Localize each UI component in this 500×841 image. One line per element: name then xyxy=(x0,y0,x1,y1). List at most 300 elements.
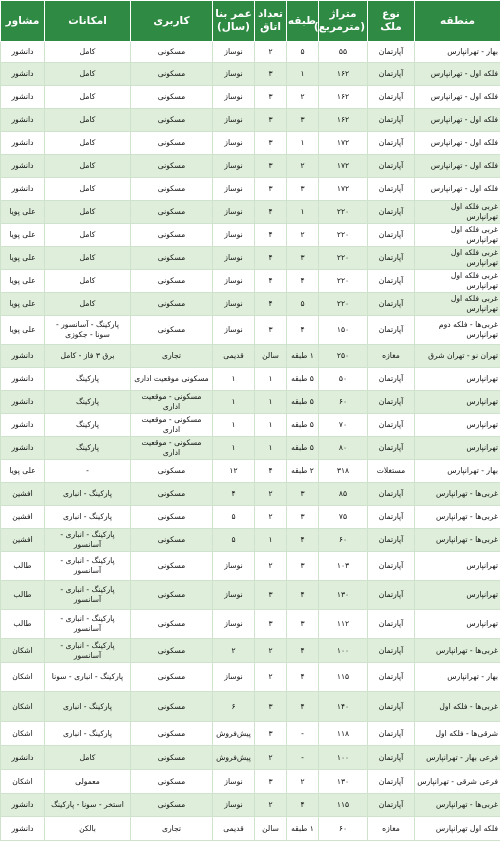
cell-area: ۶۰ xyxy=(319,817,368,841)
cell-agent: اشکان xyxy=(1,722,45,746)
cell-facilities: پارکینگ - انباری xyxy=(45,506,131,529)
cell-age: ۱ xyxy=(213,437,255,460)
cell-floor: ۵ xyxy=(287,42,319,63)
cell-area: ۱۶۲ xyxy=(319,109,368,132)
cell-rooms: ۱ xyxy=(255,529,287,552)
cell-floor: ۳ xyxy=(287,247,319,270)
cell-usage: مسکونی xyxy=(131,155,213,178)
header-floor: طبقه xyxy=(287,1,319,42)
cell-type: آپارتمان xyxy=(368,86,415,109)
cell-type: آپارتمان xyxy=(368,722,415,746)
cell-area: ۱۷۲ xyxy=(319,155,368,178)
cell-floor: ۴ xyxy=(287,794,319,817)
cell-region: فلکه اول - تهرانپارس xyxy=(415,63,500,86)
cell-region: تهرانپارس xyxy=(415,437,500,460)
cell-floor: ۴ xyxy=(287,663,319,692)
cell-area: ۵۵ xyxy=(319,42,368,63)
cell-usage: مسکونی xyxy=(131,293,213,316)
table-row xyxy=(1,663,500,692)
table-row xyxy=(1,581,500,610)
cell-facilities: معمولی xyxy=(45,770,131,794)
cell-region: فلکه اول - تهرانپارس xyxy=(415,132,500,155)
cell-agent: اشکان xyxy=(1,639,45,663)
cell-region: غربی فلکه اول تهرانپارس xyxy=(415,247,500,270)
cell-region: فلکه اول - تهرانپارس xyxy=(415,178,500,201)
table-row xyxy=(1,722,500,746)
cell-facilities: کامل xyxy=(45,746,131,770)
table-row xyxy=(1,817,500,841)
cell-facilities: پارکینگ xyxy=(45,437,131,460)
cell-rooms: ۳ xyxy=(255,86,287,109)
cell-facilities: پارکینگ xyxy=(45,414,131,437)
cell-type: آپارتمان xyxy=(368,368,415,391)
cell-usage: مسکونی xyxy=(131,483,213,506)
cell-type: آپارتمان xyxy=(368,270,415,293)
cell-floor: ۱ xyxy=(287,201,319,224)
cell-rooms: ۳ xyxy=(255,610,287,639)
cell-type: آپارتمان xyxy=(368,746,415,770)
cell-age: نوساز xyxy=(213,86,255,109)
table-row xyxy=(1,460,500,483)
cell-region: تهرانپارس xyxy=(415,391,500,414)
cell-age: ۵ xyxy=(213,506,255,529)
cell-facilities: کامل xyxy=(45,132,131,155)
table-row xyxy=(1,224,500,247)
cell-rooms: ۳ xyxy=(255,155,287,178)
cell-type: آپارتمان xyxy=(368,437,415,460)
cell-usage: مسکونی xyxy=(131,42,213,63)
cell-facilities: پارکینگ - انباری - آسانسور xyxy=(45,552,131,581)
cell-usage: مسکونی xyxy=(131,460,213,483)
cell-floor: ۳ xyxy=(287,552,319,581)
cell-type: آپارتمان xyxy=(368,483,415,506)
cell-age: نوساز xyxy=(213,770,255,794)
cell-age: نوساز xyxy=(213,293,255,316)
table-row xyxy=(1,506,500,529)
cell-age: نوساز xyxy=(213,270,255,293)
cell-region: فلکه اول - تهرانپارس xyxy=(415,86,500,109)
cell-agent: علی پویا xyxy=(1,201,45,224)
cell-type: مستغلات xyxy=(368,460,415,483)
cell-region: غربی فلکه اول تهرانپارس xyxy=(415,293,500,316)
cell-usage: مسکونی xyxy=(131,224,213,247)
cell-type: آپارتمان xyxy=(368,155,415,178)
cell-type: آپارتمان xyxy=(368,132,415,155)
cell-rooms: ۲ xyxy=(255,663,287,692)
cell-rooms: ۲ xyxy=(255,552,287,581)
cell-agent: طالب xyxy=(1,610,45,639)
cell-rooms: ۳ xyxy=(255,770,287,794)
cell-type: آپارتمان xyxy=(368,293,415,316)
cell-floor: ۵ xyxy=(287,293,319,316)
cell-type: آپارتمان xyxy=(368,42,415,63)
cell-facilities: پارکینگ - انباری - آسانسور xyxy=(45,610,131,639)
cell-usage: مسکونی xyxy=(131,581,213,610)
cell-rooms: سالن xyxy=(255,345,287,368)
cell-usage: مسکونی xyxy=(131,610,213,639)
cell-rooms: ۲ xyxy=(255,42,287,63)
cell-region: غربی‌ها - تهرانپارس xyxy=(415,483,500,506)
cell-age: نوساز xyxy=(213,552,255,581)
cell-region: تهران نو - تهران شرق xyxy=(415,345,500,368)
cell-area: ۱۰۳ xyxy=(319,552,368,581)
cell-agent: اشکان xyxy=(1,770,45,794)
cell-agent: دانشور xyxy=(1,414,45,437)
cell-usage: مسکونی xyxy=(131,794,213,817)
cell-agent: دانشور xyxy=(1,368,45,391)
cell-age: ۱۲ xyxy=(213,460,255,483)
cell-rooms: ۳ xyxy=(255,581,287,610)
cell-floor: ۲ xyxy=(287,155,319,178)
cell-age: نوساز xyxy=(213,581,255,610)
cell-floor: ۳ xyxy=(287,506,319,529)
cell-floor: ۵ طبقه xyxy=(287,391,319,414)
cell-agent: دانشور xyxy=(1,63,45,86)
cell-rooms: ۴ xyxy=(255,270,287,293)
cell-usage: مسکونی xyxy=(131,109,213,132)
cell-usage: مسکونی xyxy=(131,270,213,293)
cell-facilities: بالکن xyxy=(45,817,131,841)
cell-usage: مسکونی xyxy=(131,552,213,581)
cell-facilities: پارکینگ - انباری - آسانسور xyxy=(45,529,131,552)
cell-facilities: کامل xyxy=(45,201,131,224)
cell-facilities: - xyxy=(45,460,131,483)
cell-facilities: پارکینگ - انباری - آسانسور xyxy=(45,639,131,663)
cell-type: آپارتمان xyxy=(368,391,415,414)
cell-facilities: کامل xyxy=(45,86,131,109)
cell-floor: ۵ طبقه xyxy=(287,414,319,437)
cell-agent: دانشور xyxy=(1,178,45,201)
cell-agent: دانشور xyxy=(1,132,45,155)
cell-rooms: ۳ xyxy=(255,316,287,345)
cell-type: آپارتمان xyxy=(368,663,415,692)
cell-agent: علی پویا xyxy=(1,316,45,345)
cell-type: آپارتمان xyxy=(368,201,415,224)
cell-area: ۳۱۸ xyxy=(319,460,368,483)
cell-floor: ۱ xyxy=(287,132,319,155)
cell-region: غربی‌ها - تهرانپارس xyxy=(415,639,500,663)
cell-facilities: برق ۳ فاز - کامل xyxy=(45,345,131,368)
cell-age: نوساز xyxy=(213,132,255,155)
cell-agent: علی پویا xyxy=(1,247,45,270)
cell-region: تهرانپارس xyxy=(415,368,500,391)
cell-rooms: ۴ xyxy=(255,224,287,247)
cell-age: ۱ xyxy=(213,414,255,437)
cell-area: ۲۲۰ xyxy=(319,201,368,224)
table-row xyxy=(1,529,500,552)
cell-type: آپارتمان xyxy=(368,224,415,247)
cell-agent: اشکان xyxy=(1,692,45,722)
cell-facilities: کامل xyxy=(45,109,131,132)
cell-agent: علی پویا xyxy=(1,460,45,483)
cell-region: غربی فلکه اول تهرانپارس xyxy=(415,201,500,224)
cell-area: ۵۰ xyxy=(319,368,368,391)
cell-floor: ۱ xyxy=(287,63,319,86)
cell-facilities: پارکینگ xyxy=(45,391,131,414)
cell-region: فرعی شرقی - تهرانپارس xyxy=(415,770,500,794)
cell-usage: مسکونی xyxy=(131,770,213,794)
cell-rooms: ۲ xyxy=(255,639,287,663)
cell-usage: مسکونی xyxy=(131,692,213,722)
table-body xyxy=(1,42,500,841)
cell-type: آپارتمان xyxy=(368,109,415,132)
cell-usage: مسکونی xyxy=(131,201,213,224)
cell-age: نوساز xyxy=(213,663,255,692)
cell-age: قدیمی xyxy=(213,345,255,368)
cell-region: غربی‌ها - فلکه اول xyxy=(415,692,500,722)
cell-usage: مسکونی xyxy=(131,746,213,770)
cell-age: ۱ xyxy=(213,368,255,391)
cell-area: ۱۳۰ xyxy=(319,770,368,794)
table-row xyxy=(1,552,500,581)
cell-age: نوساز xyxy=(213,42,255,63)
cell-age: نوساز xyxy=(213,201,255,224)
cell-rooms: ۴ xyxy=(255,293,287,316)
cell-agent: دانشور xyxy=(1,109,45,132)
cell-type: آپارتمان xyxy=(368,178,415,201)
table-row xyxy=(1,692,500,722)
cell-rooms: ۳ xyxy=(255,63,287,86)
cell-region: فلکه اول تهرانپارس xyxy=(415,817,500,841)
cell-floor: ۴ xyxy=(287,581,319,610)
cell-rooms: ۱ xyxy=(255,437,287,460)
cell-usage: مسکونی - موقعیت اداری xyxy=(131,414,213,437)
table-row xyxy=(1,368,500,391)
cell-type: آپارتمان xyxy=(368,63,415,86)
cell-agent: دانشور xyxy=(1,794,45,817)
header-age: عمر بنا (سال) xyxy=(213,1,255,42)
cell-region: تهرانپارس xyxy=(415,581,500,610)
cell-age: نوساز xyxy=(213,155,255,178)
table-row xyxy=(1,639,500,663)
cell-age: ۶ xyxy=(213,692,255,722)
cell-rooms: ۲ xyxy=(255,794,287,817)
cell-facilities: پارکینگ - انباری - آسانسور xyxy=(45,581,131,610)
cell-age: نوساز xyxy=(213,178,255,201)
cell-area: ۱۱۵ xyxy=(319,663,368,692)
cell-area: ۱۵۰ xyxy=(319,316,368,345)
cell-region: غربی‌ها - تهرانپارس xyxy=(415,506,500,529)
table-row xyxy=(1,483,500,506)
cell-facilities: کامل xyxy=(45,42,131,63)
cell-region: غربی فلکه اول تهرانپارس xyxy=(415,270,500,293)
cell-floor: ۲ طبقه xyxy=(287,460,319,483)
cell-age: نوساز xyxy=(213,316,255,345)
cell-type: آپارتمان xyxy=(368,692,415,722)
cell-usage: مسکونی xyxy=(131,722,213,746)
cell-floor: - xyxy=(287,722,319,746)
cell-age: نوساز xyxy=(213,63,255,86)
cell-usage: تجاری xyxy=(131,345,213,368)
cell-age: ۲ xyxy=(213,639,255,663)
cell-usage: مسکونی xyxy=(131,316,213,345)
cell-floor: - xyxy=(287,746,319,770)
cell-area: ۲۲۰ xyxy=(319,224,368,247)
cell-region: بهار - تهرانپارس xyxy=(415,42,500,63)
table-row xyxy=(1,63,500,86)
cell-agent: دانشور xyxy=(1,345,45,368)
table-row xyxy=(1,610,500,639)
cell-floor: ۴ xyxy=(287,639,319,663)
cell-facilities: کامل xyxy=(45,178,131,201)
cell-agent: دانشور xyxy=(1,155,45,178)
cell-floor: ۳ xyxy=(287,483,319,506)
cell-region: بهار - تهرانپارس xyxy=(415,460,500,483)
cell-facilities: پارکینگ xyxy=(45,368,131,391)
cell-area: ۷۰ xyxy=(319,414,368,437)
cell-usage: مسکونی xyxy=(131,529,213,552)
cell-usage: مسکونی xyxy=(131,663,213,692)
cell-type: مغازه xyxy=(368,345,415,368)
cell-age: پیش‌فروش xyxy=(213,746,255,770)
table-row xyxy=(1,770,500,794)
cell-rooms: ۴ xyxy=(255,201,287,224)
table-row xyxy=(1,316,500,345)
cell-facilities: کامل xyxy=(45,270,131,293)
cell-type: آپارتمان xyxy=(368,794,415,817)
cell-rooms: ۳ xyxy=(255,692,287,722)
cell-age: نوساز xyxy=(213,109,255,132)
cell-facilities: کامل xyxy=(45,293,131,316)
cell-facilities: پارکینگ - انباری xyxy=(45,722,131,746)
cell-area: ۱۳۰ xyxy=(319,581,368,610)
cell-floor: ۱ طبقه xyxy=(287,817,319,841)
cell-rooms: ۱ xyxy=(255,391,287,414)
cell-area: ۸۵ xyxy=(319,483,368,506)
cell-agent: اشکان xyxy=(1,663,45,692)
cell-type: آپارتمان xyxy=(368,581,415,610)
cell-rooms: ۲ xyxy=(255,483,287,506)
cell-type: مغازه xyxy=(368,817,415,841)
cell-type: آپارتمان xyxy=(368,506,415,529)
cell-age: نوساز xyxy=(213,610,255,639)
cell-area: ۲۲۰ xyxy=(319,270,368,293)
cell-floor: ۴ xyxy=(287,529,319,552)
cell-area: ۶۰ xyxy=(319,529,368,552)
cell-usage: مسکونی xyxy=(131,639,213,663)
cell-floor: ۲ xyxy=(287,770,319,794)
cell-area: ۷۵ xyxy=(319,506,368,529)
header-usage: کاربری xyxy=(131,1,213,42)
cell-rooms: ۱ xyxy=(255,368,287,391)
cell-region: تهرانپارس xyxy=(415,610,500,639)
cell-rooms: ۳ xyxy=(255,132,287,155)
table-row xyxy=(1,42,500,63)
cell-agent: علی پویا xyxy=(1,224,45,247)
cell-region: شرقی‌ها - فلکه اول xyxy=(415,722,500,746)
cell-rooms: ۴ xyxy=(255,460,287,483)
cell-agent: علی پویا xyxy=(1,270,45,293)
cell-region: تهرانپارس xyxy=(415,414,500,437)
cell-agent: افشین xyxy=(1,506,45,529)
table-row xyxy=(1,86,500,109)
cell-floor: ۱ طبقه xyxy=(287,345,319,368)
cell-type: آپارتمان xyxy=(368,529,415,552)
table-row xyxy=(1,345,500,368)
cell-region: فلکه اول - تهرانپارس xyxy=(415,109,500,132)
cell-age: نوساز xyxy=(213,794,255,817)
cell-rooms: ۴ xyxy=(255,247,287,270)
cell-usage: مسکونی xyxy=(131,86,213,109)
header-facilities: امکانات xyxy=(45,1,131,42)
cell-rooms: ۲ xyxy=(255,746,287,770)
cell-floor: ۴ xyxy=(287,270,319,293)
header-type: نوع ملک xyxy=(368,1,415,42)
table-row xyxy=(1,746,500,770)
cell-area: ۱۴۰ xyxy=(319,692,368,722)
cell-facilities: استخر - سونا - پارکینگ xyxy=(45,794,131,817)
cell-region: تهرانپارس xyxy=(415,552,500,581)
cell-area: ۱۰۰ xyxy=(319,746,368,770)
cell-type: آپارتمان xyxy=(368,316,415,345)
cell-facilities: پارکینگ - انباری xyxy=(45,483,131,506)
cell-area: ۲۲۰ xyxy=(319,293,368,316)
cell-area: ۱۶۲ xyxy=(319,63,368,86)
cell-region: بهار - تهرانپارس xyxy=(415,663,500,692)
cell-agent: دانشور xyxy=(1,817,45,841)
cell-usage: مسکونی موقعیت اداری xyxy=(131,368,213,391)
header-agent: مشاور xyxy=(1,1,45,42)
cell-age: ۱ xyxy=(213,391,255,414)
table-row xyxy=(1,794,500,817)
cell-region: غربی‌ها - فلکه دوم تهرانپارس xyxy=(415,316,500,345)
cell-region: غربی فلکه اول تهرانپارس xyxy=(415,224,500,247)
cell-rooms: ۳ xyxy=(255,722,287,746)
table-row xyxy=(1,201,500,224)
header-row xyxy=(1,1,500,42)
cell-facilities: کامل xyxy=(45,224,131,247)
cell-usage: مسکونی - موقعیت اداری xyxy=(131,437,213,460)
table-row xyxy=(1,132,500,155)
cell-agent: علی پویا xyxy=(1,293,45,316)
header-region: منطقه xyxy=(415,1,500,42)
header-area: متراژ (مترمربع) xyxy=(319,1,368,42)
table-row xyxy=(1,178,500,201)
cell-type: آپارتمان xyxy=(368,639,415,663)
cell-area: ۲۵۰ xyxy=(319,345,368,368)
cell-floor: ۴ xyxy=(287,692,319,722)
cell-rooms: ۲ xyxy=(255,506,287,529)
cell-area: ۱۷۲ xyxy=(319,178,368,201)
cell-rooms: ۳ xyxy=(255,109,287,132)
cell-usage: تجاری xyxy=(131,817,213,841)
cell-usage: مسکونی xyxy=(131,132,213,155)
cell-usage: مسکونی xyxy=(131,506,213,529)
cell-region: فرعی بهار - تهرانپارس xyxy=(415,746,500,770)
cell-floor: ۳ xyxy=(287,109,319,132)
table-row xyxy=(1,109,500,132)
cell-usage: مسکونی xyxy=(131,247,213,270)
cell-age: ۵ xyxy=(213,529,255,552)
table-row xyxy=(1,155,500,178)
cell-facilities: پارکینگ - آسانسور - سونا - جکوزی xyxy=(45,316,131,345)
cell-age: قدیمی xyxy=(213,817,255,841)
cell-region: فلکه اول - تهرانپارس xyxy=(415,155,500,178)
cell-floor: ۲ xyxy=(287,86,319,109)
table-row xyxy=(1,293,500,316)
cell-age: نوساز xyxy=(213,247,255,270)
header-rooms: تعداد اتاق xyxy=(255,1,287,42)
cell-agent: دانشور xyxy=(1,86,45,109)
cell-area: ۱۱۸ xyxy=(319,722,368,746)
table-row xyxy=(1,270,500,293)
table-row xyxy=(1,391,500,414)
cell-floor: ۴ xyxy=(287,316,319,345)
cell-age: پیش‌فروش xyxy=(213,722,255,746)
cell-type: آپارتمان xyxy=(368,552,415,581)
cell-area: ۸۰ xyxy=(319,437,368,460)
cell-agent: دانشور xyxy=(1,746,45,770)
